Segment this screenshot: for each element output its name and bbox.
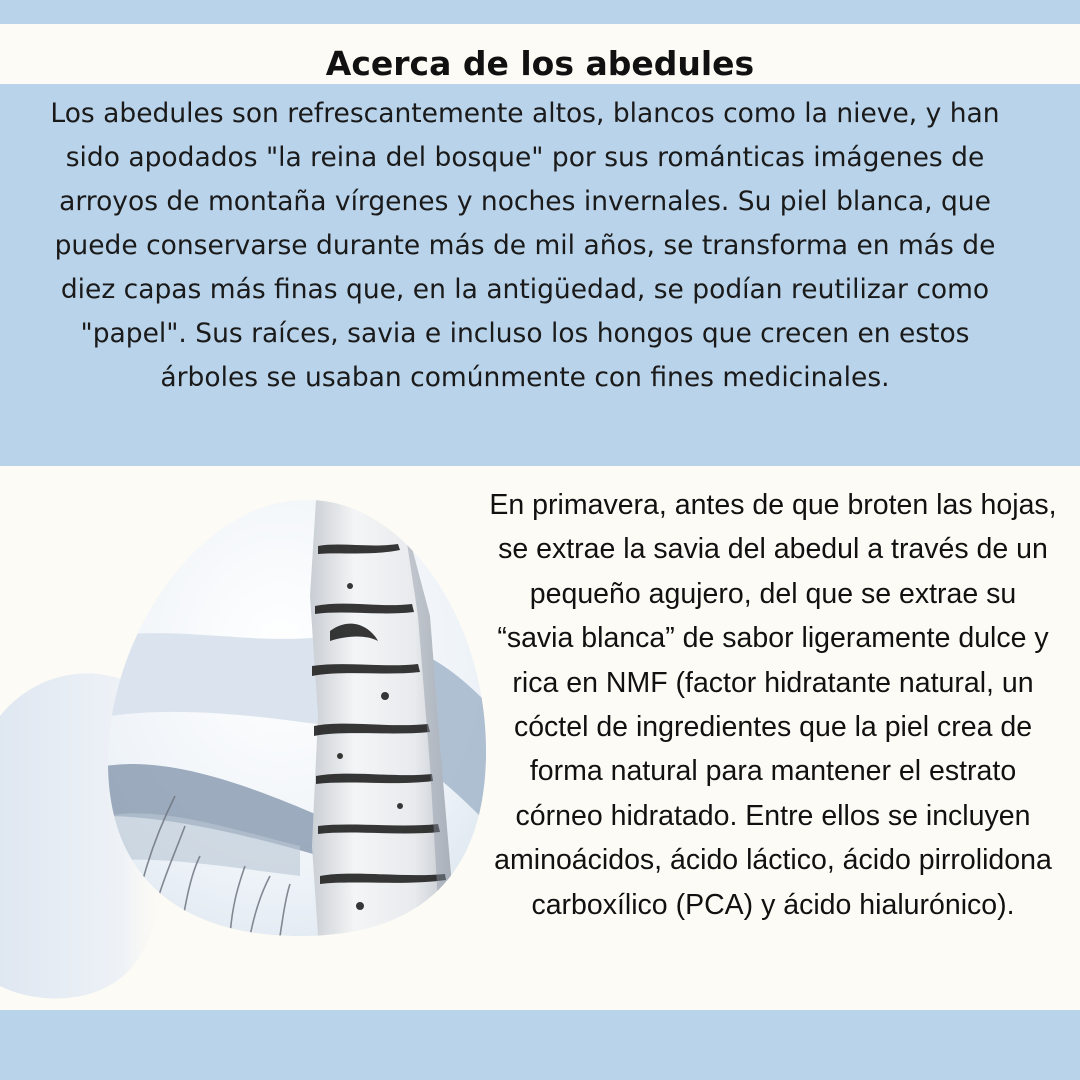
page-title: Acerca de los abedules <box>325 44 755 83</box>
top-band <box>0 0 1080 24</box>
body-paragraph: En primavera, antes de que broten las hojas, se extrae la savia del abedul a través de un pequeño agujero, del que se extrae su “savia blanca” de sabor ligeramente dulce y rica en NMF (factor hidratante natural, un cóctel de ingredientes que la piel crea de forma natural para mantener el estrato córneo hidratado. Entre ellos se incluyen aminoácidos, ácido láctico, ácido pirrolidona carboxílico (PCA) y ácido hialurónico). <box>489 489 1057 921</box>
intro-paragraph: Los abedules son refrescantemente altos, blancos como la nieve, y han sido apodados "la reina del bosque" por sus románticas imágenes de arroyos de montaña vírgenes y noches invernales. Su piel blanca, que puede conservarse durante más de mil años, se transforma en más de diez capas más finas que, en la antigüedad, se podían reutilizar como "papel". Sus raíces, savia e incluso los hongos que crecen en estos árboles se usaban comúnmente con fines medicinales. <box>50 98 1000 393</box>
bottom-band <box>0 1010 1080 1080</box>
birch-tree-photo <box>0 466 488 1010</box>
